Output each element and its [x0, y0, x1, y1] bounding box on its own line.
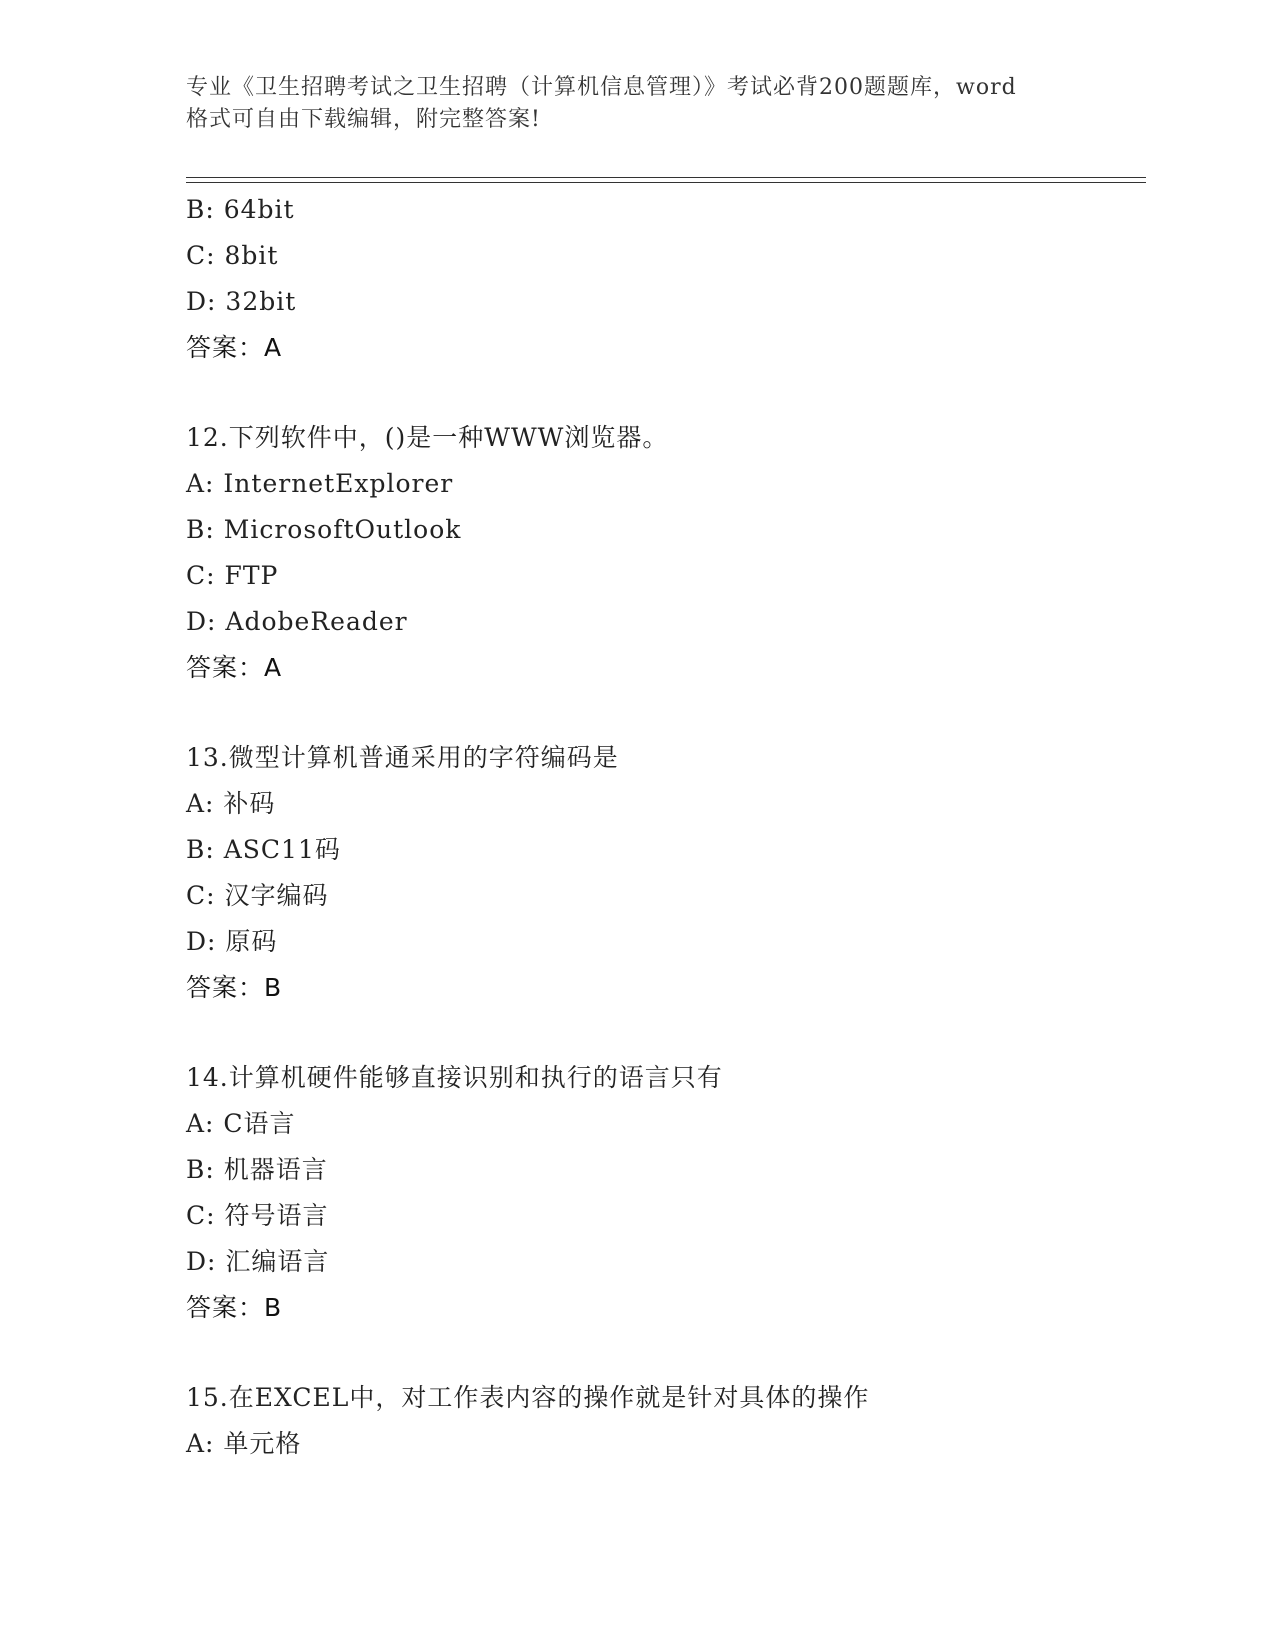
header-line-1: 专业《卫生招聘考试之卫生招聘（计算机信息管理）》考试必背200题题库，word: [186, 75, 1017, 100]
option-a: A: InternetExplorer: [186, 469, 454, 498]
option-a: A: 补码: [186, 789, 276, 818]
option-b: B: MicrosoftOutlook: [186, 515, 462, 544]
answer-line: 答案：A: [186, 333, 283, 362]
answer-line: 答案：B: [186, 973, 283, 1002]
option-a: A: 单元格: [186, 1429, 302, 1458]
question-list: [186, 187, 1146, 1467]
option-c: C: 汉字编码: [186, 881, 329, 910]
answer-line: 答案：B: [186, 1293, 283, 1322]
question-text: 12.下列软件中，()是一种WWW浏览器。: [186, 423, 669, 452]
option-d: D: 32bit: [186, 287, 297, 316]
document-header: [186, 72, 1086, 136]
header-line-2: 格式可自由下载编辑，附完整答案!: [186, 107, 541, 132]
question-block: [186, 187, 1146, 371]
answer-line: 答案：A: [186, 653, 283, 682]
option-b: B: 机器语言: [186, 1155, 328, 1184]
option-d: D: 汇编语言: [186, 1247, 330, 1276]
question-block: [186, 735, 1146, 1011]
option-c: C: 符号语言: [186, 1201, 329, 1230]
header-divider-bottom: [186, 182, 1146, 183]
question-block: [186, 415, 1146, 691]
question-block: [186, 1055, 1146, 1331]
option-d: D: 原码: [186, 927, 278, 956]
question-text: 15.在EXCEL中，对工作表内容的操作就是针对具体的操作: [186, 1383, 870, 1412]
option-c: C: FTP: [186, 561, 279, 590]
question-block: [186, 1375, 1146, 1467]
option-b: B: ASC11码: [186, 835, 341, 864]
option-b: B: 64bit: [186, 195, 295, 224]
option-d: D: AdobeReader: [186, 607, 408, 636]
header-divider-top: [186, 177, 1146, 178]
question-text: 13.微型计算机普通采用的字符编码是: [186, 743, 619, 772]
option-a: A: C语言: [186, 1109, 296, 1138]
option-c: C: 8bit: [186, 241, 279, 270]
question-text: 14.计算机硬件能够直接识别和执行的语言只有: [186, 1063, 723, 1092]
